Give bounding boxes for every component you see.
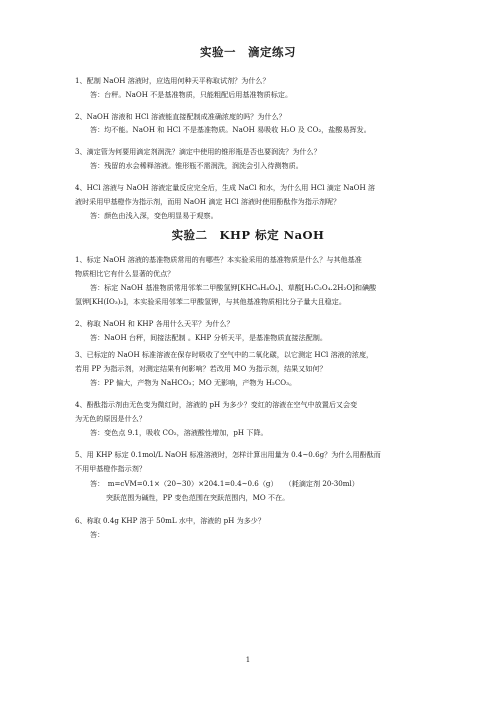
page-number: 1 [245,656,251,664]
s2-question-5-line2: 不用甲基橙作指示剂？ [75,464,146,473]
s2-question-6: 6、称取 0.4g KHP 溶于 50mL 水中，溶液的 pH 为多少？ [75,516,265,525]
s2-question-1-line2: 物质相比它有什么显著的优点？ [75,269,175,278]
section1-title: 实验一 滴定练习 [200,45,296,59]
s2-answer-5-line1: 答： m=cVM=0.1×（20~30）×204.1=0.4~0.6（g） （耗滴定剂 20-30ml） [90,479,359,488]
s2-question-2: 2、称取 NaOH 和 KHP 各用什么天平？为什么？ [75,319,234,328]
s2-answer-2: 答：NaOH 台秤，间接法配制 。KHP 分析天平，是基准物质直接法配制。 [90,333,327,342]
s2-question-5-line1: 5、用 KHP 标定 0.1mol/L NaOH 标准溶液时，怎样计算出用量为 0.4~0.6g？为什么用酚酞而 [75,450,381,459]
s2-question-3-line1: 3、已标定的 NaOH 标准溶液在保存时吸收了空气中的二氧化碳，以它测定 HCl 溶液的浓度， [75,350,374,359]
s2-question-1-line1: 1、标定 NaOH 溶液的基准物质常用的有哪些？本实验采用的基准物质是什么？与其他基准 [75,255,362,264]
s1-question-4-line2: 液时采用甲基橙作为指示剂，而用 NaOH 滴定 HCl 溶液时使用酚酞作为指示剂呢？ [75,197,341,206]
s2-answer-1-line2: 氢钾[KH(IO₃)₂]，本实验采用邻苯二甲酸氢钾，与其他基准物质相比分子量大且稳定。 [75,297,346,306]
s1-question-1: 1、配制 NaOH 溶液时，应选用何种天平称取试剂？为什么？ [75,76,270,85]
s1-question-4-line1: 4、HCl 溶液与 NaOH 溶液定量反应完全后，生成 NaCl 和水，为什么用 HCl 滴定 NaOH 溶 [75,183,376,192]
s2-answer-5-line2: 突跃范围为碱性，PP 变色范围在突跃范围内，MO 不在。 [106,493,290,502]
s2-question-4-line1: 4、酚酞指示剂由无色变为微红时，溶液的 pH 为多少？变红的溶液在空气中放置后又会变 [75,400,358,409]
s2-answer-1-line1: 答：标定 NaOH 基准物质常用邻苯二甲酸氢钾[KHC₈H₄O₄]、草酸[H₂C₂O₄.2H₂O]和碘酸 [90,283,377,292]
s2-answer-6: 答： [90,530,105,539]
s1-answer-1: 答：台秤。NaOH 不是基准物质，只能粗配后用基准物质标定。 [90,90,293,99]
s2-answer-3: 答：PP 偏大，产物为 NaHCO₃；MO 无影响，产物为 H₂CO₃。 [90,378,297,387]
s2-question-3-line2: 若用 PP 为指示剂，对测定结果有何影响？若改用 MO 为指示剂，结果又如何？ [75,364,327,373]
s2-answer-4: 答：变色点 9.1，吸收 CO₂，溶液酸性增加，pH 下降。 [90,428,268,437]
s2-question-4-line2: 为无色的原因是什么？ [75,414,146,423]
section2-title: 实验二 KHP 标定 NaOH [171,228,325,242]
s1-question-3: 3、滴定管为何要用滴定剂润洗？滴定中使用的锥形瓶是否也要润洗？为什么？ [75,147,321,156]
s1-answer-2: 答：均不能。NaOH 和 HCl 不是基准物质。NaOH 易吸收 H₂O 及 CO₂，盐酸易挥发。 [90,125,371,134]
s1-answer-3: 答：残留的水会稀释溶液。锥形瓶不需润洗，润洗会引入待测物质。 [90,161,303,170]
s1-answer-4: 答：颜色由浅入深，变色明显易于观察。 [90,211,218,220]
s1-question-2: 2、NaOH 溶液和 HCl 溶液能直接配制成准确浓度的吗？为什么？ [75,112,286,121]
